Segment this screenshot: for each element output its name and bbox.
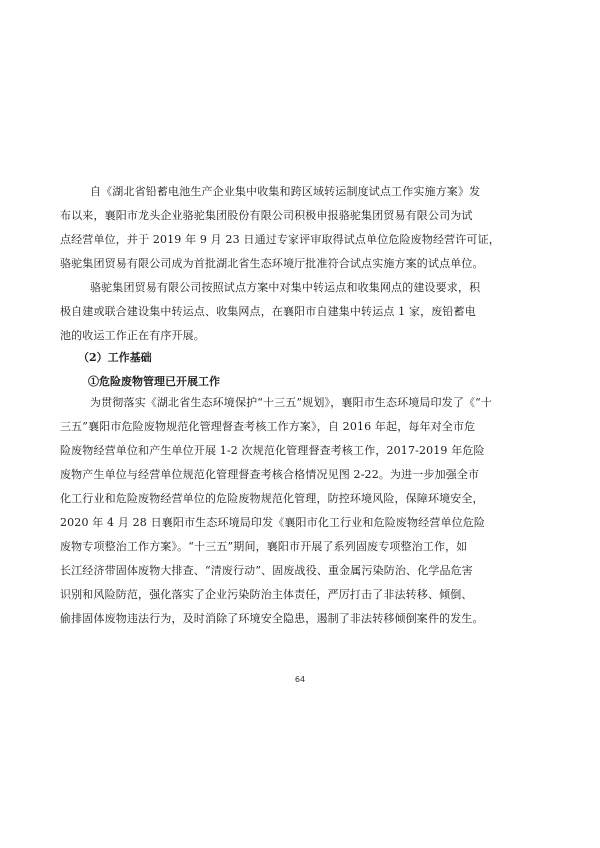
section-heading: （2）工作基础 — [78, 351, 152, 364]
text-line: 骆驼集团贸易有限公司成为首批湖北省生态环境厅批准符合试点实施方案的试点单位。 — [60, 257, 484, 270]
text-line: 长江经济带固体废物大排查、“清废行动”、固废战役、重金属污染防治、化学品危害 — [60, 564, 473, 577]
text-line: 自《湖北省铅蓄电池生产企业集中收集和跨区域转运制度试点工作实施方案》发 — [90, 185, 481, 198]
text-line: 废物专项整治工作方案》。“十三五”期间，襄阳市开展了系列固废专项整治工作，如 — [60, 540, 468, 553]
subsection-heading: ①危险废物管理已开展工作 — [88, 375, 220, 388]
text-line: 2020 年 4 月 28 日襄阳市生态环境局印发《襄阳市化工行业和危险废物经营单位危险 — [60, 516, 486, 529]
text-line: 池的收运工作正在有序开展。 — [60, 329, 205, 342]
text-line: 偷排固体废物违法行为，及时消除了环境安全隐患，遏制了非法转移倾倒案件的发生。 — [60, 612, 484, 625]
text-line: 极自建或联合建设集中转运点、收集网点，在襄阳市自建集中转运点 1 家，废铅蓄电 — [60, 305, 476, 318]
paragraph-hazardous-waste-work — [60, 391, 540, 631]
text-line: 化工行业和危险废物经营单位的危险废物规范化管理，防控环境风险，保障环境安全， — [60, 492, 484, 505]
paragraph-pilot-program — [60, 180, 540, 348]
text-line: 为贯彻落实《湖北省生态环境保护“十三五”规划》，襄阳市生态环境局印发了《“十 — [90, 396, 493, 409]
text-line: 废物产生单位与经营单位规范化管理督查考核合格情况见图 2-22。为进一步加强全市 — [60, 468, 480, 481]
text-line: 识别和风险防范，强化落实了企业污染防治主体责任，严厉打击了非法转移、倾倒、 — [60, 588, 473, 601]
text-line: 布以来，襄阳市龙头企业骆驼集团股份有限公司积极申报骆驼集团贸易有限公司为试 — [60, 209, 473, 222]
text-line: 险废物经营单位和产生单位开展 1-2 次规范化管理督查考核工作，2017-2019 年危险 — [60, 444, 485, 457]
text-line: 骆驼集团贸易有限公司按照试点方案中对集中转运点和收集网点的建设要求，积 — [90, 281, 481, 294]
text-line: 三五”襄阳市危险废物规范化管理督查考核工作方案》，自 2016 年起，每年对全市危 — [60, 420, 476, 433]
text-line: 点经营单位，并于 2019 年 9 月 23 日通过专家评审取得试点单位危险废物经营许可证， — [60, 233, 500, 246]
page-number: 64 — [294, 675, 306, 684]
